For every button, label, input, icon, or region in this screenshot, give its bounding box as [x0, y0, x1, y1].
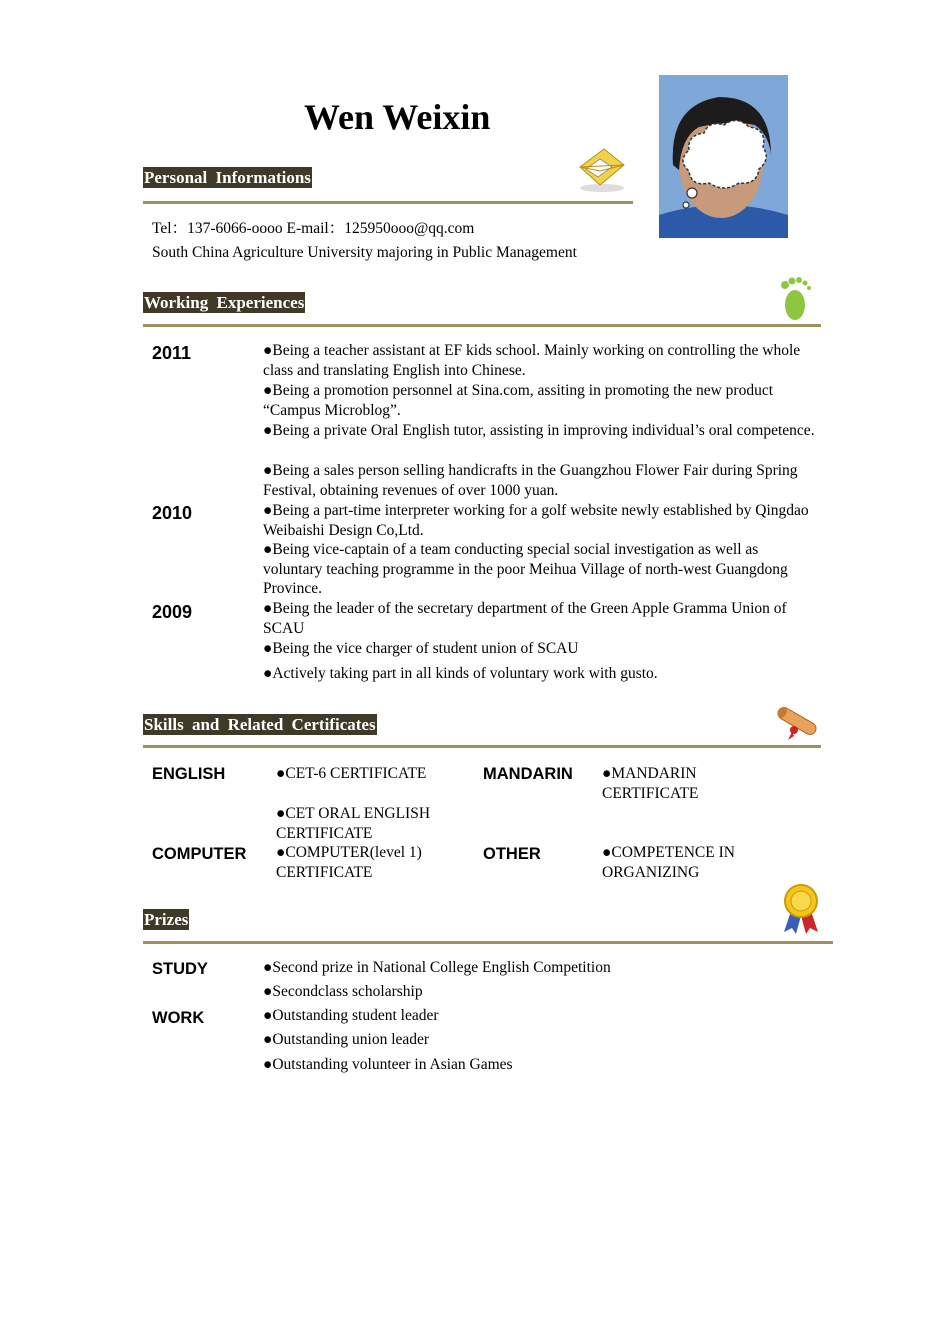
work-entry: ●Actively taking part in all kinds of voluntary work with gusto. [263, 665, 658, 682]
prize-item: ●Second prize in National College English Competition [263, 959, 611, 976]
skill-item: ●MANDARIN CERTIFICATE [602, 765, 699, 802]
work-entry: ●Being the leader of the secretary department of the Green Apple Gramma Union of SCAU [263, 600, 787, 637]
work-entry: ●Being a sales person selling handicrafts in the Guangzhou Flower Fair during Spring Festival, obtaining revenues of over 1000 yuan. [263, 462, 798, 499]
skill-label-mandarin: MANDARIN [483, 765, 573, 783]
section-rule-skills [143, 745, 821, 748]
section-title-skills: Skills and Related Certificates [144, 715, 376, 734]
envelope-icon [576, 143, 628, 198]
prize-label-study: STUDY [152, 960, 208, 978]
section-rule-work [143, 324, 821, 327]
section-rule-personal [143, 201, 633, 204]
skill-item: ●COMPETENCE IN ORGANIZING [602, 844, 735, 881]
skill-item: ●CET-6 CERTIFICATE [276, 765, 427, 782]
work-entry: ●Being a private Oral English tutor, assisting in improving individual’s oral competence. [263, 422, 815, 439]
diploma-scroll-icon [772, 700, 822, 747]
skill-label-computer: COMPUTER [152, 845, 247, 863]
work-entry: ●Being a part-time interpreter working for a golf website newly established by Qingdao Weibaishi Design Co,Ltd. [263, 502, 809, 539]
medal-icon [780, 882, 822, 941]
prize-item: ●Outstanding union leader [263, 1031, 430, 1048]
section-title-work: Working Experiences [144, 293, 305, 312]
prize-item: ●Outstanding volunteer in Asian Games [263, 1056, 513, 1073]
section-title-prizes: Prizes [144, 910, 189, 929]
resume-name: Wen Weixin [304, 97, 491, 137]
section-title-personal: Personal Informations [144, 168, 311, 187]
year-2010: 2010 [152, 503, 193, 523]
school-line: South China Agriculture University majoring in Public Management [152, 244, 577, 261]
skill-item: ●COMPUTER(level 1) CERTIFICATE [276, 844, 422, 881]
year-2009: 2009 [152, 602, 193, 622]
work-entry: ●Being the vice charger of student union of SCAU [263, 640, 579, 657]
skill-item: ●CET ORAL ENGLISH CERTIFICATE [276, 805, 431, 842]
skill-label-other: OTHER [483, 845, 541, 863]
skill-label-english: ENGLISH [152, 765, 226, 783]
contact-line: Tel：137-6066-oooo E-mail：125950ooo@qq.com [152, 220, 475, 237]
prize-label-work: WORK [152, 1009, 205, 1027]
year-2011: 2011 [152, 343, 192, 363]
work-entry: ●Being a promotion personnel at Sina.com, assiting in promoting the new product “Campus Microblog”. [263, 382, 774, 419]
prize-item: ●Outstanding student leader [263, 1007, 439, 1024]
work-entry: ●Being a teacher assistant at EF kids school. Mainly working on controlling the whole class and translating English into Chinese. [263, 342, 801, 379]
profile-photo [659, 75, 788, 238]
footprint-icon [778, 275, 812, 328]
prize-item: ●Secondclass scholarship [263, 983, 423, 1000]
work-entry: ●Being vice-captain of a team conducting special social investigation as well as voluntary teaching programme in the poor Meihua Village of north-west Guangdong Province. [263, 541, 788, 598]
section-rule-prizes [143, 941, 833, 944]
